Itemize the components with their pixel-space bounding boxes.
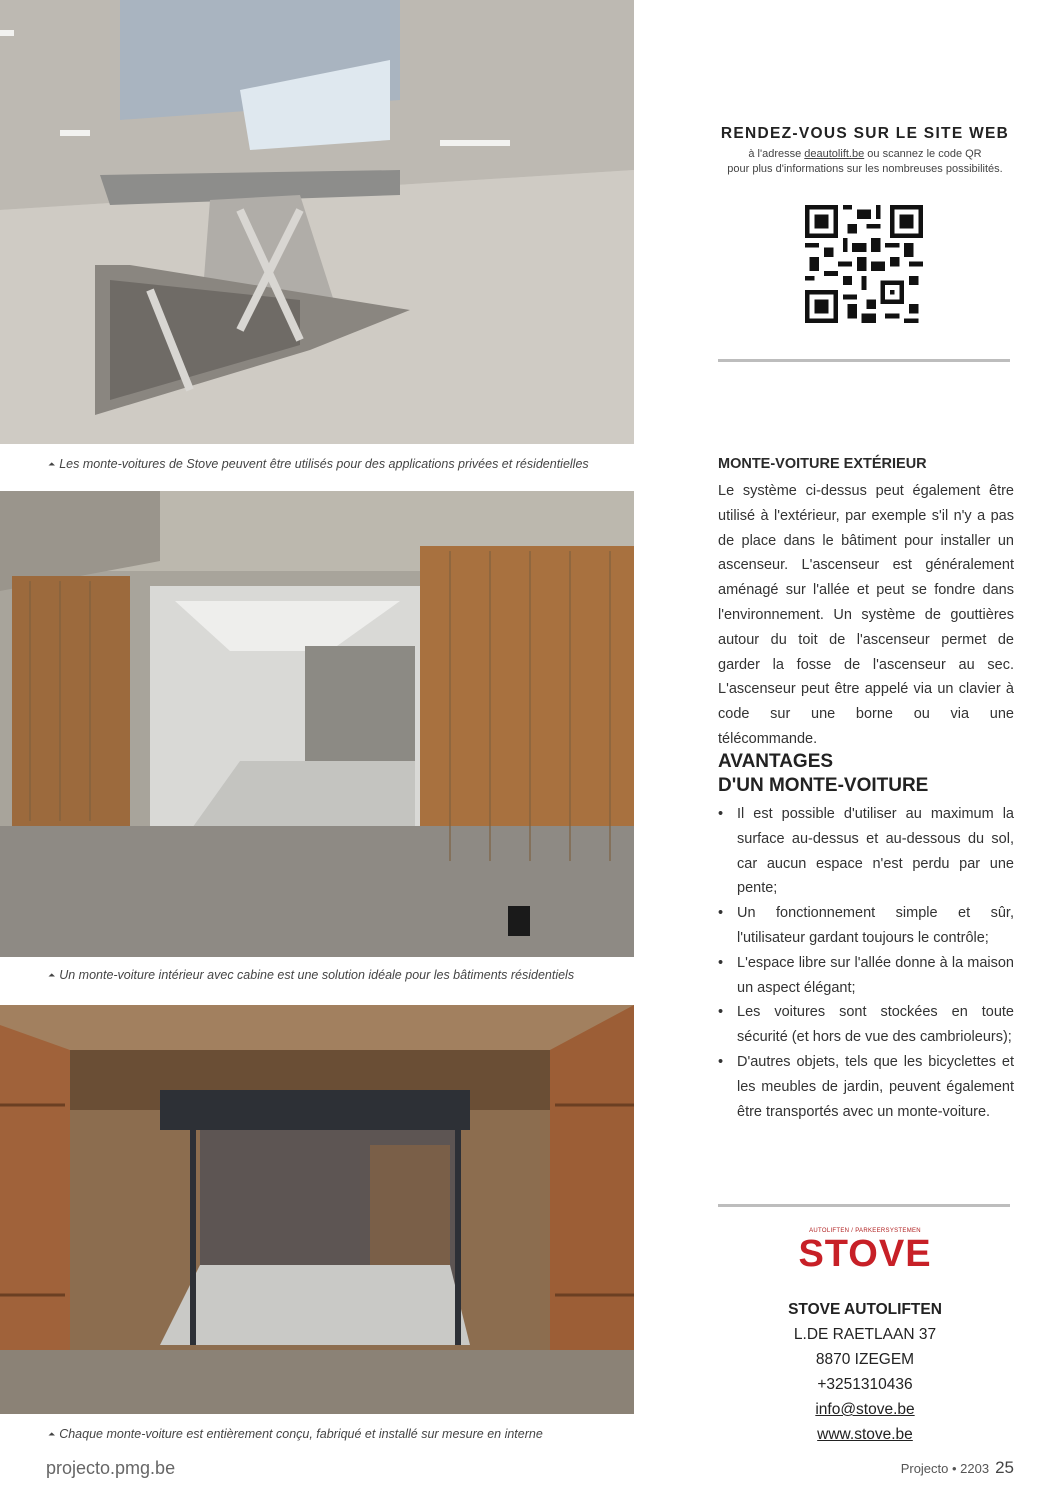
company-name: STOVE AUTOLIFTEN xyxy=(788,1301,942,1318)
qr-code-icon[interactable] xyxy=(805,205,923,323)
photo-cabin-garage xyxy=(0,491,634,957)
caption-marker-icon: ⏶ xyxy=(48,1429,56,1439)
footer-site: projecto.pmg.be xyxy=(46,1458,176,1478)
city-address: 8870 IZEGEM xyxy=(815,1351,915,1368)
list-item: • L'espace libre sur l'allée donne à la maison un aspect élégant; xyxy=(718,951,1014,1001)
website-prefix: à l'adresse xyxy=(748,148,805,160)
divider xyxy=(718,1204,1010,1207)
email-link[interactable]: info@stove.be xyxy=(815,1401,915,1418)
website-subtext xyxy=(700,147,1030,177)
caption-1 xyxy=(48,457,589,471)
list-item: • D'autres objets, tels que les bicyclettes et les meubles de jardin, peuvent également être transportés avec un monte-voiture. xyxy=(718,1050,1014,1124)
issue-label: Projecto • 2203 xyxy=(900,1461,990,1476)
street-address: L.DE RAETLAAN 37 xyxy=(793,1326,937,1343)
website-heading: RENDEZ-VOUS SUR LE SITE WEB xyxy=(720,125,1010,142)
list-item: • Un fonctionnement simple et sûr, l'utilisateur gardant toujours le contrôle; xyxy=(718,901,1014,951)
heading-line-2: D'UN MONTE-VOITURE xyxy=(718,775,929,796)
contact-block xyxy=(760,1297,970,1447)
list-item: • Il est possible d'utiliser au maximum la surface au-dessus et au-dessous du sol, car aucun espace n'est perdu par une pente; xyxy=(718,802,1014,901)
caption-2 xyxy=(48,968,574,982)
website-line2: pour plus d'informations sur les nombreuses possibilités. xyxy=(727,163,1003,175)
section-body-exterior: Le système ci-dessus peut également être utilisé à l'extérieur, par exemple s'il n'y a pas de place dans le bâtiment pour installer un ascenseur. L'ascenseur est généralement aménagé sur l'allée et peut se fondre dans l'environnement. Un système de gouttières autour du toit de l'ascenseur permet de garder la fosse de l'ascenseur au sec. L'ascenseur peut être appelé via un clavier à code sur une borne ou via une télécommande. xyxy=(718,483,1014,747)
phone-number: +3251310436 xyxy=(817,1376,913,1393)
logo-tagline: AUTOLIFTEN / PARKEERSYSTEMEN xyxy=(809,1228,921,1234)
photo-barn-doors xyxy=(0,1005,634,1414)
heading-line-1: AVANTAGES xyxy=(718,751,834,772)
logo-brand: STOVE xyxy=(798,1233,932,1275)
caption-marker-icon: ⏶ xyxy=(48,459,56,469)
caption-text: Un monte-voiture intérieur avec cabine est une solution idéale pour les bâtiments résidentiels xyxy=(59,968,575,982)
section-heading-advantages xyxy=(718,750,928,798)
photo-scissor-lift xyxy=(0,0,634,444)
list-item: • Les voitures sont stockées en toute sécurité (et hors de vue des cambrioleurs); xyxy=(718,1000,1014,1050)
caption-3 xyxy=(48,1427,543,1441)
web-link[interactable]: www.stove.be xyxy=(817,1426,913,1443)
website-link[interactable]: deautolift.be xyxy=(804,148,865,160)
caption-text: Chaque monte-voiture est entièrement conçu, fabriqué et installé sur mesure en interne xyxy=(59,1427,543,1441)
advantages-list xyxy=(718,802,1014,1124)
footer-issue xyxy=(901,1458,1014,1478)
website-suffix: ou scannez le code QR xyxy=(864,148,982,160)
section-heading-exterior: MONTE-VOITURE EXTÉRIEUR xyxy=(718,456,927,472)
page-number: 25 xyxy=(995,1458,1014,1477)
caption-marker-icon: ⏶ xyxy=(48,970,56,980)
divider xyxy=(718,359,1010,362)
stove-logo xyxy=(793,1228,937,1278)
caption-text: Les monte-voitures de Stove peuvent être utilisés pour des applications privées et résidentielles xyxy=(59,457,589,471)
